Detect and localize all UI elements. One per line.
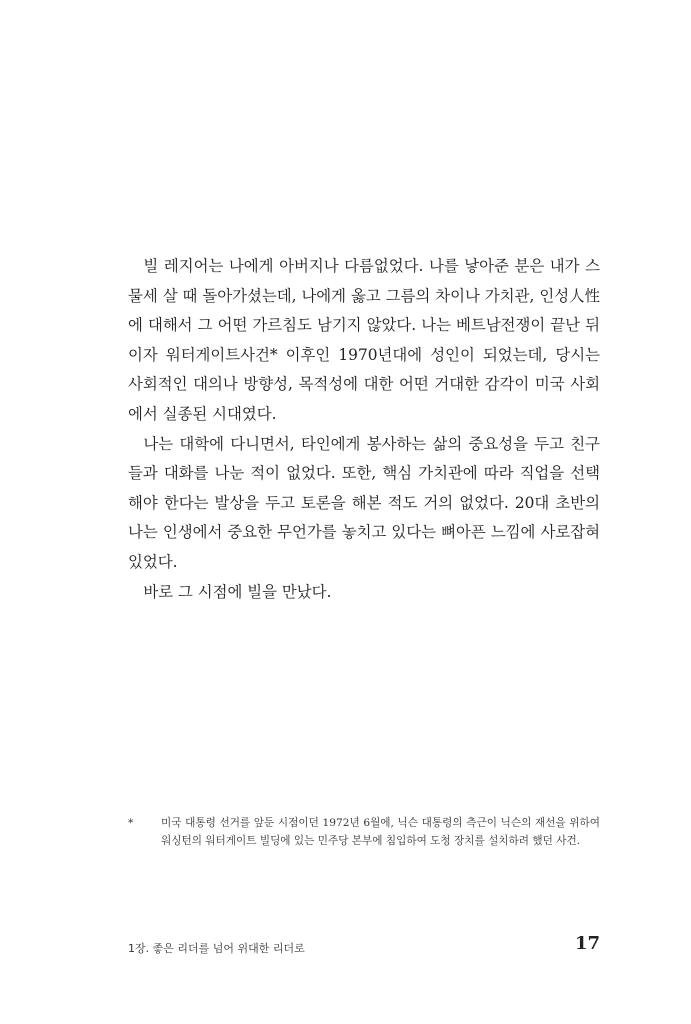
paragraph-1: 빌 레지어는 나에게 아버지나 다름없었다. 나를 낳아준 분은 내가 스물세 살 때 돌아가셨는데, 나에게 옳고 그름의 차이나 가치관, 인성人性에 대해서 그 어떤 가르침도 남기지 않았다. 나는 베트남전쟁이 끝난 뒤이자 워터게이트사건* 이후인 1970년대에 성인이 되었는데, 당시는 사회적인 대의나 방향성, 목적성에 대한 어떤 거대한 감각이 미국 사회에서 실종된 시대였다. bbox=[128, 257, 600, 423]
paragraph-2: 나는 대학에 다니면서, 타인에게 봉사하는 삶의 중요성을 두고 친구들과 대화를 나눈 적이 없었다. 또한, 핵심 가치관에 따라 직업을 선택해야 한다는 발상을 두고 토론을 해본 적도 거의 없었다. 20대 초반의 나는 인생에서 중요한 무언가를 놓치고 있다는 뼈아픈 느낌에 사로잡혀 있었다. bbox=[128, 434, 600, 571]
footnote bbox=[128, 814, 600, 850]
paragraph-3: 바로 그 시점에 빌을 만났다. bbox=[143, 582, 332, 601]
footnote-text: 미국 대통령 선거를 앞둔 시점이던 1972년 6월에, 닉슨 대통령의 측근이 닉슨의 재선을 위하여 워싱턴의 워터게이트 빌딩에 있는 민주당 본부에 침입하여 도청 장치를 설치하려 했던 사건. bbox=[161, 817, 600, 847]
footnote-marker: * bbox=[128, 817, 134, 829]
page-number: 17 bbox=[574, 933, 600, 954]
body-text bbox=[128, 252, 600, 607]
running-footer-chapter-title: 1장. 좋은 리더를 넘어 위대한 리더로 bbox=[128, 942, 305, 955]
